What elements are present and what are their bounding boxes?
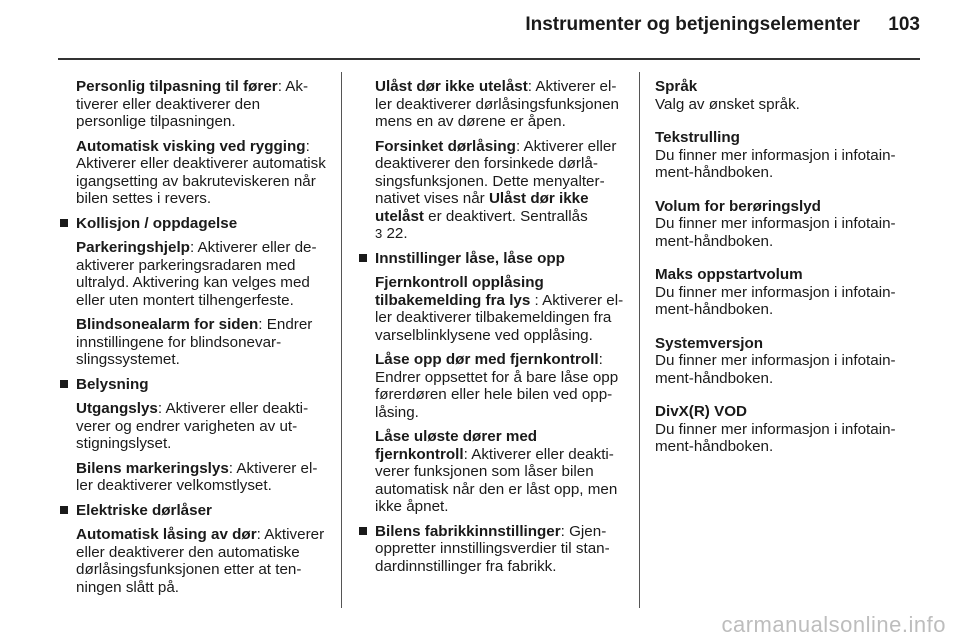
page-header (0, 14, 960, 54)
page-reference-icon: 3 (375, 226, 383, 241)
entry-delayed-lock: Forsinket dørlåsing: Aktiverer eller deaktiverer den forsinkede dørlåsingsfunksjonen. Dette menyalternativet vises når Ulåst dør ikke utelåst er deaktivert. Sentrallås 3 22. (375, 137, 617, 242)
entry-exit-light: Utgangslys: Aktiverer eller deaktiverer og endrer varigheten av utstigningslyset. (76, 400, 309, 452)
entry-divx-vod: DivX(R) VOD Du finner mer informasjon i infotainment-håndboken. (655, 403, 896, 455)
entry-language: Språk Valg av ønsket språk. (655, 78, 800, 113)
entry-touch-volume: Volum for berøringslyd Du finner mer informasjon i infotainment-håndboken. (655, 197, 896, 250)
section-collision: Kollisjon / oppdagelse (58, 215, 326, 233)
section-door-locks: Elektriske dørlåser (58, 502, 326, 520)
section-lighting: Belysning (58, 376, 326, 394)
entry-max-startup-volume: Maks oppstartvolum Du finner mer informasjon i infotainment-håndboken. (655, 266, 896, 318)
entry-text-scroll: Tekstrulling Du finner mer informasjon i infotainment-håndboken. (655, 129, 896, 181)
column-2 (357, 78, 625, 582)
entry-remote-unlock-feedback: Fjernkontroll opplåsing tilbakemelding fra lys : Aktiverer eller deaktiverer tilbakemeldingen fra varselblinklysene ved opplåsing. (375, 274, 624, 344)
entry-parking-assist: Parkeringshjelp: Aktiverer eller deaktiverer parkeringsradaren med ultralyd. Aktivering kan velges med eller uten montert tilhengerfeste. (76, 239, 317, 309)
column-divider-1 (341, 72, 342, 608)
entry-marker-light: Bilens markeringslys: Aktiverer eller deaktiverer velkomstlyset. (76, 459, 318, 494)
bullet-square-icon (60, 506, 68, 514)
entry-system-version: Systemversjon Du finner mer informasjon i infotainment-håndboken. (655, 334, 896, 387)
section-lock-settings: Innstillinger låse, låse opp (357, 250, 625, 268)
chapter-title: Instrumenter og betjeningselementer (525, 14, 860, 35)
watermark: carmanualsonline.info (721, 612, 946, 637)
column-1 (58, 78, 326, 603)
entry-personal-settings: Personlig tilpasning til fører: Aktiverer eller deaktiverer den personlige tilpasningen. (76, 78, 309, 130)
entry-unlocked-door: Ulåst dør ikke utelåst: Aktiverer eller deaktiverer dørlåsingsfunksjonen mens en av dørene er åpen. (375, 78, 619, 130)
entry-auto-rear-wiper: Automatisk visking ved rygging: Aktiverer eller deaktiverer automatisk igangsetting av bakruteviskeren når bilen settes i revers. (76, 137, 326, 207)
bullet-square-icon (359, 527, 367, 535)
column-3 (655, 78, 917, 472)
header-rule (58, 58, 920, 60)
bullet-square-icon (60, 380, 68, 388)
bullet-square-icon (60, 219, 68, 227)
entry-relock-doors: Låse uløste dører med fjernkontroll: Aktiverer eller deaktiverer funksjonen som låser bilen automatisk når den er låst opp, men ikke åpnet. (375, 428, 618, 515)
entry-auto-door-lock: Automatisk låsing av dør: Aktiverer eller deaktiverer den automatiske dørlåsingsfunksjonen etter at tenningen slått på. (76, 526, 325, 596)
section-factory-settings: Bilens fabrikkinnstillinger: Gjenoppretter innstillingsverdier til standardinnstillinger fra fabrikk. (357, 523, 625, 576)
column-divider-2 (639, 72, 640, 608)
page-number: 103 (888, 14, 920, 35)
bullet-square-icon (359, 254, 367, 262)
entry-blind-spot: Blindsonealarm for siden: Endrer innstillingene for blindsonevarslingssystemet. (76, 316, 313, 368)
entry-remote-unlock-door: Låse opp dør med fjernkontroll: Endrer oppsettet for å bare låse opp førerdøren eller hele bilen ved opplåsing. (375, 351, 619, 421)
